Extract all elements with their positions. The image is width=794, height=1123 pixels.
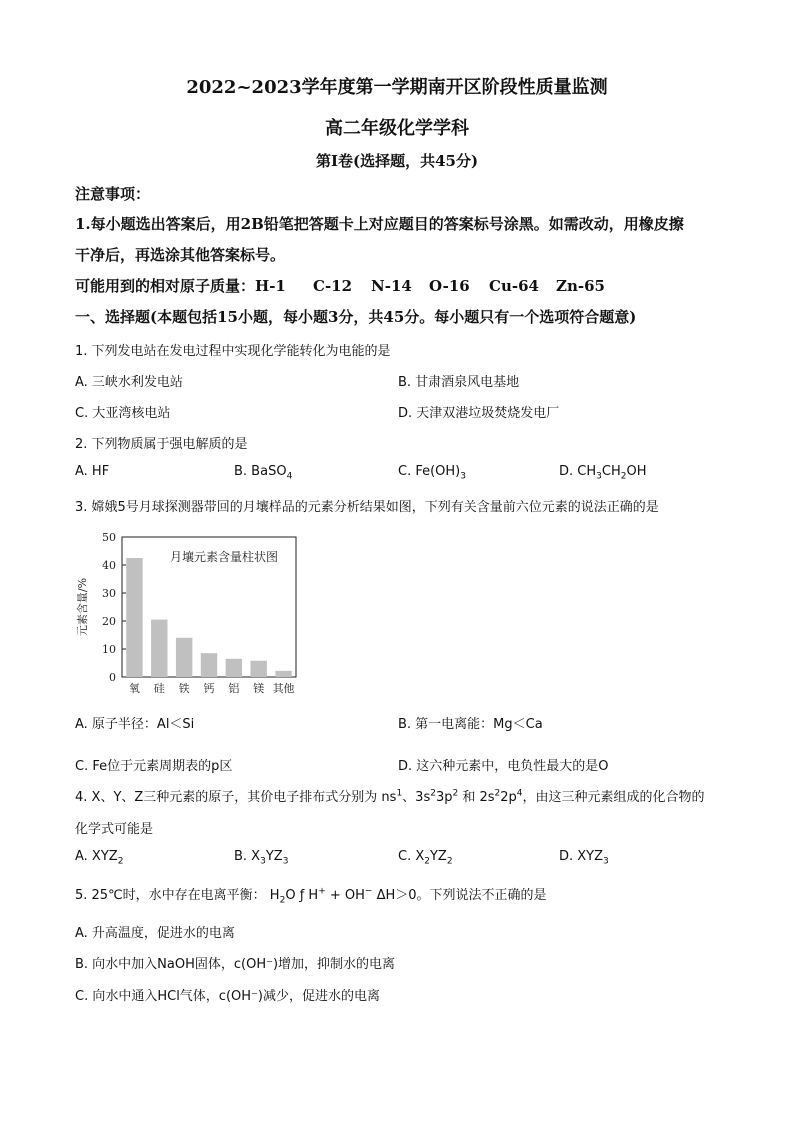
bar-5 xyxy=(251,661,267,677)
q5-option-b: B. 向水中加入NaOH固体，c(OH⁻)增加，抑制水的电离 xyxy=(75,957,396,972)
section-heading: 第Ⅰ卷(选择题，共45分) xyxy=(315,152,479,170)
q5-option-a: A. 升高温度，促进水的电离 xyxy=(75,926,235,941)
x-tick-label: 镁 xyxy=(253,682,265,695)
q1-option-d: D. 天津双港垃圾焚烧发电厂 xyxy=(398,406,560,421)
moon-soil-chart xyxy=(70,528,310,700)
y-tick-label: 50 xyxy=(102,531,116,544)
q2-option-b: B. BaSO$_4$ xyxy=(234,464,293,482)
bar-6 xyxy=(275,671,291,677)
bar-0 xyxy=(126,558,142,677)
q1-stem: 1. 下列发电站在发电过程中实现化学能转化为电能的是 xyxy=(75,344,391,359)
notes-line1: 1.每小题选出答案后，用2B铅笔把答题卡上对应题目的答案标号涂黑。如需改动，用橡皮擦 xyxy=(75,215,684,233)
q4-option-a: A. $XYZ_2$ xyxy=(75,849,124,867)
chart-title: 月壤元素含量柱状图 xyxy=(170,550,279,564)
q1-option-b: B. 甘肃酒泉风电基地 xyxy=(398,375,520,390)
q5-stem: 5. 25℃时，水中存在电离平衡： $H_2O$ ƒ H+ + OH− ΔH＞0。下列说法不正确的是 xyxy=(75,886,547,906)
q3-option-c: C. Fe位于元素周期表的p区 xyxy=(75,759,233,774)
q3-option-a: A. 原子半径：Al＜Si xyxy=(75,717,195,732)
bar-3 xyxy=(201,653,217,677)
q4-stem: 4. X、Y、Z三种元素的原子，其价电子排布式分别为 $ns^1$、$3s^23p^2$ 和 $2s^22p^4$，由这三种元素组成的化合物的 xyxy=(75,788,705,805)
notes-line2: 干净后，再选涂其他答案标号。 xyxy=(75,246,286,264)
bar-4 xyxy=(226,659,242,677)
mass-n: N-14 xyxy=(371,277,412,295)
q1-option-a: A. 三峡水利发电站 xyxy=(75,375,183,390)
q4-option-d: D. $XYZ_3$ xyxy=(559,849,609,867)
part1-heading: 一、选择题(本题包括15小题，每小题3分，共45分。每小题只有一个选项符合题意) xyxy=(75,308,637,326)
mass-o: O-16 xyxy=(429,277,470,295)
q2-stem: 2. 下列物质属于强电解质的是 xyxy=(75,437,248,452)
q1-option-c: C. 大亚湾核电站 xyxy=(75,406,171,421)
atomic-masses xyxy=(75,275,605,296)
q3-stem: 3. 嫦娥5号月球探测器带回的月壤样品的元素分析结果如图，下列有关含量前六位元素的说法正确的是 xyxy=(75,500,659,515)
q3-option-d: D. 这六种元素中，电负性最大的是O xyxy=(398,759,609,774)
mass-cu: Cu-64 xyxy=(489,277,539,295)
q2-option-a: A. HF xyxy=(75,464,110,479)
y-tick-label: 40 xyxy=(102,559,116,572)
q2-option-c: C. $Fe(OH)_3$ xyxy=(398,464,466,482)
q4-stem-line2: 化学式可能是 xyxy=(75,822,154,837)
q4-option-c: C. $X_2YZ_2$ xyxy=(398,849,453,867)
y-tick-label: 0 xyxy=(109,671,116,684)
exam-title: 2022~2023学年度第一学期南开区阶段性质量监测 xyxy=(186,77,608,98)
y-tick-label: 30 xyxy=(102,587,116,600)
exam-subtitle: 高二年级化学学科 xyxy=(325,118,469,139)
q5-option-c: C. 向水中通入HCl气体，c(OH⁻)减少，促进水的电离 xyxy=(75,989,380,1004)
mass-zn: Zn-65 xyxy=(556,277,605,295)
x-tick-label: 铁 xyxy=(178,682,190,695)
mass-h: H-1 xyxy=(255,277,286,295)
bar-1 xyxy=(151,620,167,677)
atomic-masses-label: 可能用到的相对原子质量： xyxy=(75,277,256,295)
y-tick-label: 20 xyxy=(102,615,116,628)
y-tick-label: 10 xyxy=(102,643,116,656)
x-tick-label: 其他 xyxy=(272,682,295,695)
q3-option-b: B. 第一电离能：Mg＜Ca xyxy=(398,717,543,732)
q2-option-d: D. $CH_3CH_2OH$ xyxy=(559,464,647,482)
x-tick-label: 硅 xyxy=(153,682,165,695)
y-axis-label: 元素含量/% xyxy=(76,577,89,637)
q4-option-b: B. $X_3YZ_3$ xyxy=(234,849,289,867)
bar-2 xyxy=(176,638,192,677)
x-tick-label: 氧 xyxy=(128,682,140,695)
x-tick-label: 钙 xyxy=(203,682,215,695)
x-tick-label: 铝 xyxy=(228,682,240,695)
notes-label: 注意事项： xyxy=(75,185,151,203)
mass-c: C-12 xyxy=(313,277,353,295)
